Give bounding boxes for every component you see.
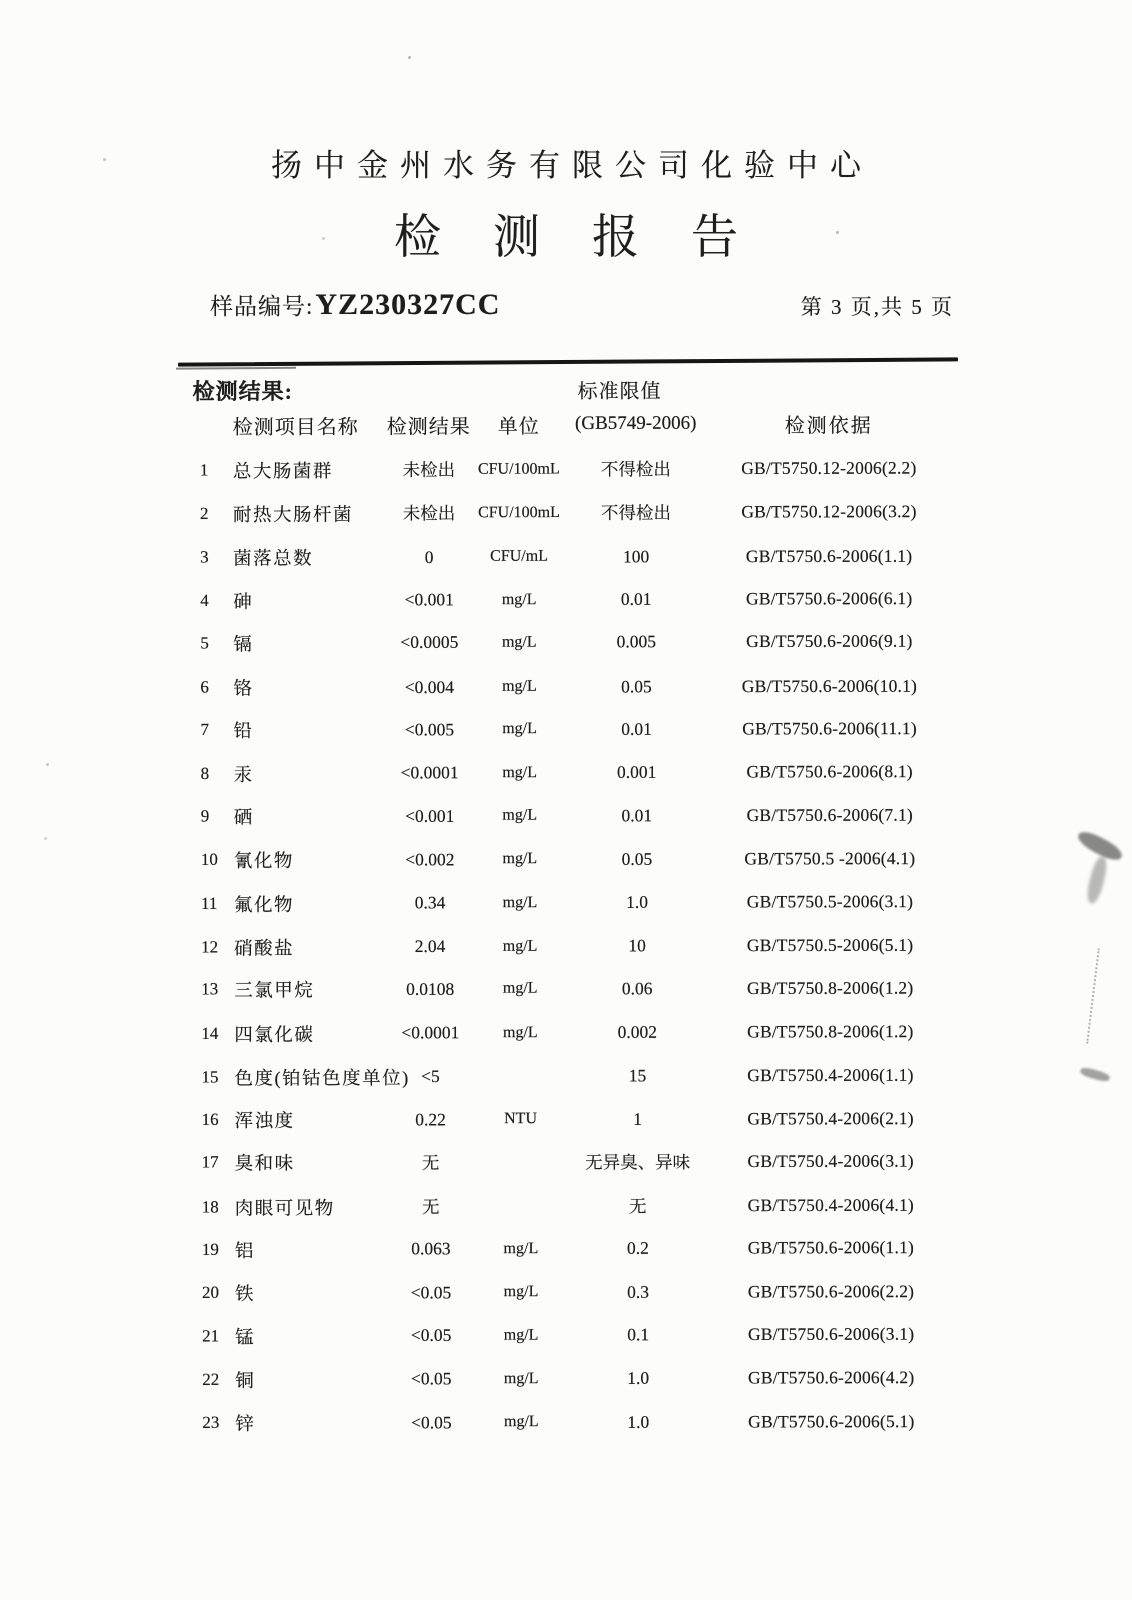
cell-limit: 10 (628, 935, 646, 956)
table-row (1, 1183, 1132, 1229)
cell-no: 15 (201, 1067, 219, 1087)
sample-info-row (0, 288, 1132, 322)
cell-no: 6 (200, 677, 209, 697)
cell-method: GB/T5750.6-2006(8.1) (746, 761, 913, 782)
column-header-unit: 单位 (497, 415, 540, 438)
cell-limit: 0.05 (621, 675, 652, 697)
cell-result: <0.0001 (400, 762, 459, 783)
cell-item: 总大肠菌群 (232, 461, 333, 483)
table-row (0, 664, 1131, 710)
cell-result: <0.05 (411, 1411, 452, 1433)
cell-method: GB/T5750.6-2006(9.1) (746, 630, 913, 652)
cell-limit: 0.01 (620, 588, 652, 609)
cell-limit: 不得检出 (600, 503, 671, 524)
cell-method: GB/T5750.6-2006(1.1) (747, 1237, 915, 1259)
table-row (0, 706, 1132, 752)
cell-result: 0.22 (415, 1108, 446, 1129)
cell-item: 氟化物 (233, 895, 295, 916)
cell-unit: mg/L (502, 937, 538, 955)
cell-item: 铁 (234, 1285, 256, 1306)
table-row (1, 1269, 1132, 1315)
table-row (0, 1096, 1132, 1142)
column-header-limit-standard: (GB5749-2006) (575, 412, 697, 434)
cell-method: GB/T5750.6-2006(4.2) (748, 1367, 915, 1388)
table-header-row (0, 405, 1131, 444)
cell-unit: CFU/100mL (478, 503, 560, 522)
cell-method: GB/T5750.6-2006(7.1) (746, 804, 913, 825)
cell-no: 11 (200, 893, 218, 913)
limit-group-header: 标准限值 (577, 380, 662, 403)
cell-result: 0.063 (411, 1238, 451, 1259)
cell-unit: mg/L (502, 850, 538, 868)
cell-item: 硒 (233, 808, 254, 829)
cell-item: 铜 (235, 1371, 256, 1392)
cell-no: 7 (200, 720, 210, 740)
cell-result: <0.001 (405, 805, 455, 826)
table-row (0, 836, 1132, 882)
cell-method: GB/T5750.12-2006(3.2) (741, 501, 917, 522)
column-header-result: 检测结果 (386, 415, 471, 438)
header-divider-line (178, 357, 958, 366)
cell-unit: mg/L (503, 1369, 539, 1388)
sample-number (210, 288, 500, 322)
cell-limit: 15 (628, 1065, 647, 1086)
cell-no: 18 (201, 1197, 219, 1217)
cell-unit: mg/L (503, 1240, 539, 1258)
sample-number-label: 样品编号: (210, 294, 314, 319)
cell-no: 17 (201, 1152, 219, 1172)
cell-item: 臭和味 (234, 1154, 295, 1175)
scan-artifact (408, 56, 411, 59)
cell-result: <0.05 (410, 1368, 452, 1389)
cell-method: GB/T5750.6-2006(1.1) (745, 545, 913, 566)
cell-unit: mg/L (502, 720, 537, 738)
cell-method: GB/T5750.8-2006(1.2) (747, 1021, 914, 1042)
cell-unit: CFU/100mL (477, 460, 560, 478)
table-row (0, 446, 1131, 492)
table-row (0, 490, 1131, 536)
cell-item: 耐热大肠杆菌 (232, 505, 354, 526)
sample-number-value: YZ230327CC (315, 288, 501, 321)
table-row (0, 1009, 1132, 1055)
cell-limit: 0.01 (621, 718, 652, 739)
table-row (0, 923, 1132, 969)
cell-limit: 0.06 (621, 977, 653, 999)
results-section-label: 检测结果: (192, 378, 294, 404)
table-row (1, 1312, 1132, 1358)
cell-unit: mg/L (503, 1326, 539, 1344)
cell-method: GB/T5750.4-2006(3.1) (747, 1150, 914, 1171)
cell-method: GB/T5750.6-2006(5.1) (748, 1410, 915, 1432)
cell-item: 砷 (233, 592, 254, 613)
cell-method: GB/T5750.6-2006(10.1) (741, 675, 918, 696)
cell-unit: CFU/mL (490, 547, 548, 566)
cell-result: 2.04 (414, 936, 446, 957)
cell-limit: 0.3 (627, 1281, 649, 1302)
cell-no: 19 (201, 1239, 219, 1259)
cell-limit: 无 (629, 1196, 647, 1217)
cell-item: 菌落总数 (233, 549, 314, 570)
cell-limit: 1.0 (626, 891, 648, 912)
cell-unit: mg/L (503, 1283, 539, 1301)
cell-limit: 0.002 (617, 1021, 658, 1042)
table-row (0, 966, 1132, 1012)
cell-unit: NTU (504, 1110, 538, 1128)
cell-method: GB/T5750.8-2006(1.2) (746, 977, 914, 998)
results-table (0, 371, 1132, 1446)
cell-result: 无 (421, 1152, 440, 1173)
cell-no: 5 (200, 633, 209, 653)
table-header-top-row (0, 371, 1131, 408)
cell-item: 镉 (233, 635, 254, 656)
cell-limit: 0.2 (626, 1238, 649, 1259)
cell-result: 0 (424, 546, 434, 567)
cell-item: 肉眼可见物 (234, 1198, 335, 1220)
cell-item: 浑浊度 (234, 1111, 295, 1132)
cell-unit: mg/L (502, 763, 537, 781)
cell-method: GB/T5750.6-2006(3.1) (747, 1323, 915, 1345)
cell-method: GB/T5750.5 -2006(4.1) (744, 847, 916, 869)
table-row (1, 1139, 1132, 1185)
cell-limit: 不得检出 (600, 459, 671, 480)
cell-result: <0.0001 (401, 1022, 460, 1043)
cell-no: 22 (202, 1369, 220, 1389)
table-row (0, 792, 1132, 838)
cell-unit: mg/L (503, 1413, 539, 1431)
cell-no: 12 (201, 937, 219, 957)
cell-result: <0.001 (404, 589, 454, 610)
cell-no: 2 (199, 503, 209, 523)
cell-result: 0.34 (414, 892, 446, 913)
cell-limit: 1.0 (627, 1411, 650, 1432)
cell-unit: mg/L (502, 1023, 538, 1041)
cell-unit: mg/L (502, 806, 538, 824)
cell-no: 3 (200, 547, 209, 567)
cell-unit: mg/L (502, 979, 538, 997)
cell-limit: 0.1 (627, 1324, 650, 1345)
cell-method: GB/T5750.12-2006(2.2) (741, 457, 917, 479)
table-row (0, 879, 1132, 925)
cell-limit: 1.0 (627, 1368, 650, 1389)
cell-result: 0.0108 (406, 978, 455, 999)
cell-method: GB/T5750.6-2006(6.1) (745, 588, 913, 609)
column-header-item: 检测项目名称 (232, 416, 359, 439)
cell-limit: 1 (633, 1108, 642, 1129)
cell-no: 1 (199, 460, 209, 480)
cell-item: 色度(铂钴色度单位) (234, 1068, 410, 1090)
cell-method: GB/T5750.4-2006(1.1) (747, 1064, 914, 1086)
cell-item: 汞 (233, 765, 254, 786)
cell-result: <5 (421, 1066, 440, 1087)
cell-item: 氰化物 (233, 852, 294, 873)
cell-no: 20 (201, 1283, 220, 1303)
column-header-method: 检测依据 (784, 414, 873, 437)
cell-result: 未检出 (402, 503, 456, 524)
table-row (1, 1356, 1132, 1402)
cell-result: <0.004 (404, 676, 455, 697)
cell-limit: 0.05 (621, 848, 653, 869)
cell-no: 23 (202, 1413, 220, 1433)
cell-result: 未检出 (402, 459, 456, 481)
cell-no: 9 (200, 806, 210, 826)
cell-no: 21 (202, 1325, 220, 1346)
table-row (0, 1053, 1132, 1099)
cell-method: GB/T5750.6-2006(2.2) (747, 1280, 915, 1302)
cell-method: GB/T5750.4-2006(4.1) (747, 1194, 914, 1216)
cell-result: <0.0005 (400, 632, 459, 653)
cell-item: 铅 (233, 722, 254, 743)
cell-unit: mg/L (502, 677, 537, 695)
cell-result: <0.005 (404, 719, 455, 740)
cell-result: 无 (422, 1197, 440, 1218)
cell-result: <0.05 (410, 1282, 452, 1303)
cell-no: 10 (200, 850, 218, 870)
cell-unit: mg/L (501, 633, 537, 651)
cell-limit: 100 (622, 546, 650, 567)
cell-limit: 0.001 (616, 761, 657, 783)
table-row (0, 750, 1132, 796)
cell-item: 三氯甲烷 (234, 981, 315, 1002)
cell-result: <0.05 (410, 1324, 452, 1345)
cell-item: 硝酸盐 (234, 939, 295, 960)
page-indicator: 第 3 页,共 5 页 (800, 295, 954, 319)
cell-method: GB/T5750.5-2006(5.1) (746, 935, 914, 956)
table-row (0, 534, 1131, 580)
organization-title: 扬中金州水务有限公司化验中心 (271, 148, 873, 183)
cell-method: GB/T5750.6-2006(11.1) (742, 718, 917, 739)
cell-method: GB/T5750.5-2006(3.1) (746, 891, 914, 912)
cell-item: 铬 (233, 679, 254, 700)
cell-unit: mg/L (502, 893, 538, 911)
cell-result: <0.002 (405, 849, 455, 870)
cell-item: 四氯化碳 (234, 1025, 315, 1046)
table-rows (0, 447, 1132, 1446)
cell-item: 铝 (234, 1241, 255, 1262)
cell-limit: 0.01 (621, 804, 653, 825)
table-row (1, 1399, 1132, 1445)
cell-limit: 无异臭、异味 (585, 1152, 691, 1173)
table-row (1, 1226, 1132, 1272)
cell-method: GB/T5750.4-2006(2.1) (747, 1107, 914, 1129)
cell-item: 锌 (235, 1414, 256, 1436)
cell-limit: 0.005 (616, 631, 657, 652)
cell-no: 14 (201, 1023, 219, 1043)
table-row (0, 576, 1131, 622)
cell-unit: mg/L (501, 590, 537, 608)
report-title: 检测报告 (394, 212, 790, 264)
table-row (0, 619, 1131, 665)
cell-no: 16 (201, 1110, 219, 1130)
cell-no: 13 (201, 979, 219, 999)
cell-item: 锰 (235, 1327, 256, 1348)
cell-no: 8 (200, 763, 210, 783)
cell-no: 4 (200, 590, 209, 610)
